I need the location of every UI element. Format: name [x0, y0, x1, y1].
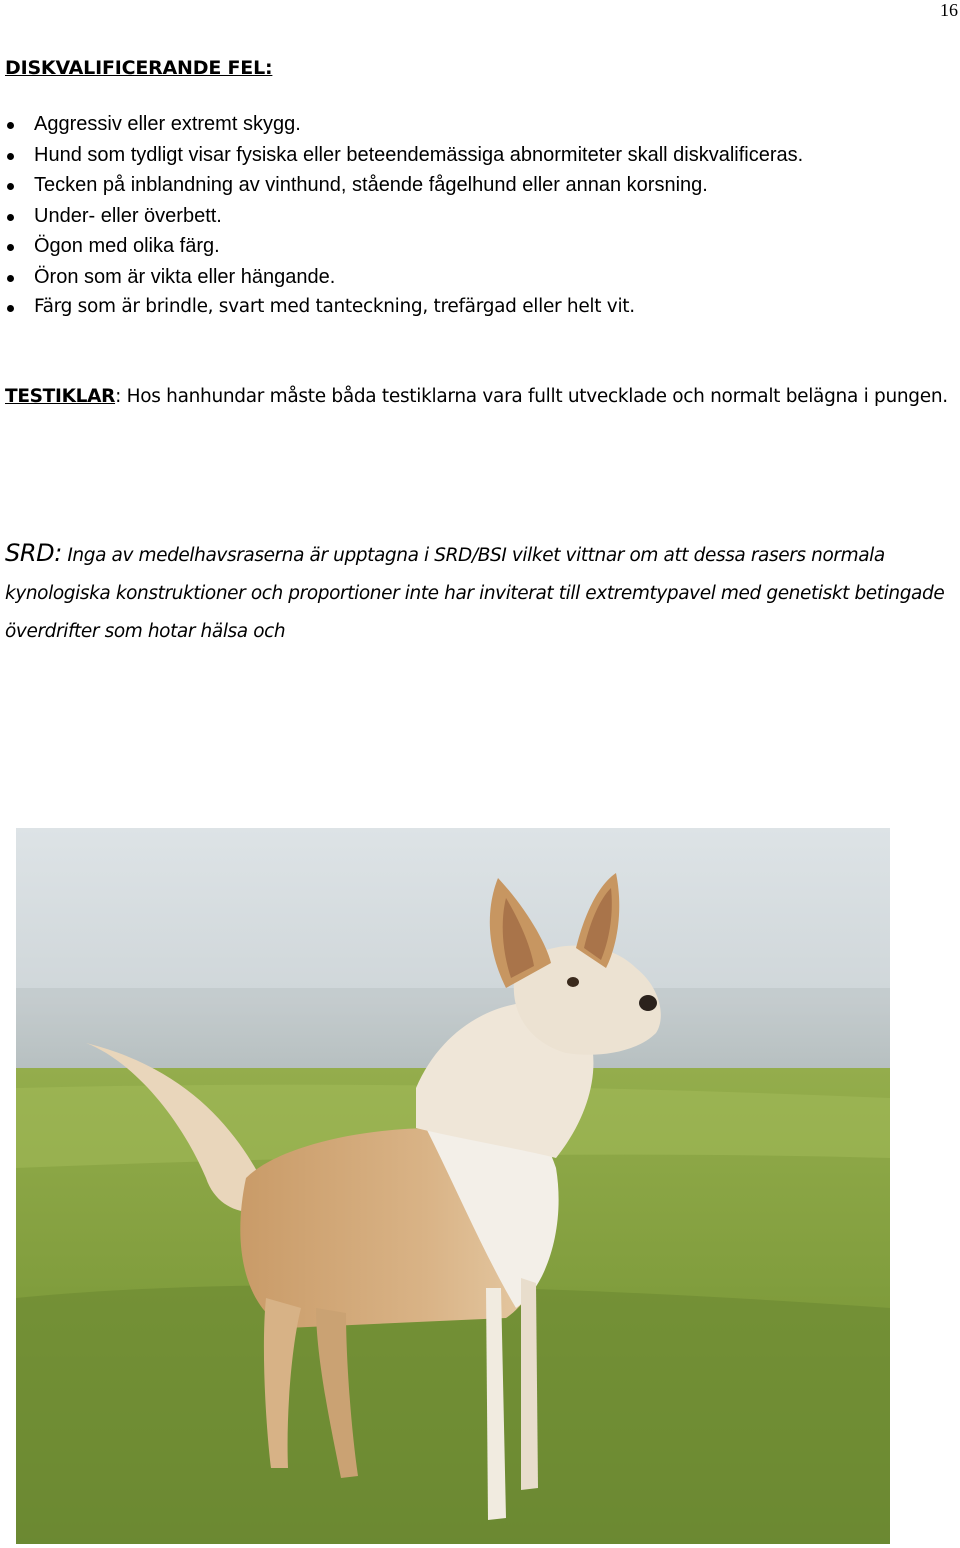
- list-item: [0, 292, 960, 323]
- bullet-icon: [7, 183, 14, 190]
- list-item-text: Under- eller överbett.: [34, 204, 222, 227]
- srd-paragraph: [5, 534, 960, 651]
- page-number: 16: [940, 0, 958, 20]
- list-item-text: Ögon med olika färg.: [34, 235, 220, 257]
- srd-text: Inga av medelhavsraserna är upptagna i SRD/BSI vilket vittnar om att dessa rasers normala kynologiska konstruktioner och proportioner inte har inviterat till extremtypavel med genetiskt betingade överdrifter som hotar hälsa och: [5, 545, 945, 642]
- testiklar-paragraph: [5, 380, 960, 414]
- dog-photo-illustration: [16, 828, 890, 1544]
- dog-front-right-leg: [521, 1278, 538, 1490]
- list-item-text: Färg som är brindle, svart med tanteckning, trefärgad eller helt vit.: [34, 296, 635, 317]
- lawn-shade: [16, 1285, 890, 1544]
- testiklar-label: TESTIKLAR: [5, 386, 116, 407]
- bullet-icon: [7, 122, 14, 129]
- bullet-icon: [7, 214, 14, 221]
- dog-eye: [567, 977, 579, 987]
- list-item: [0, 201, 960, 232]
- bullet-icon: [7, 244, 14, 251]
- list-item: [0, 262, 960, 293]
- dog-photo: [16, 828, 890, 1544]
- dog-nose: [639, 995, 657, 1011]
- list-item: [0, 109, 960, 140]
- disqualifying-faults-list: [0, 109, 960, 323]
- section-heading: DISKVALIFICERANDE FEL:: [5, 57, 273, 79]
- list-item: [0, 140, 960, 171]
- srd-label: SRD:: [5, 539, 62, 567]
- list-item-text: Aggressiv eller extremt skygg.: [34, 113, 301, 135]
- list-item: [0, 231, 960, 262]
- list-item-text: Hund som tydligt visar fysiska eller beteendemässiga abnormiteter skall diskvalificeras.: [34, 143, 804, 166]
- bullet-icon: [7, 275, 14, 282]
- bullet-icon: [7, 153, 14, 160]
- list-item: [0, 170, 960, 201]
- bullet-icon: [7, 305, 14, 312]
- testiklar-text: : Hos hanhundar måste båda testiklarna vara fullt utvecklade och normalt belägna i pungen.: [115, 386, 948, 407]
- list-item-text: Öron som är vikta eller hängande.: [34, 265, 336, 288]
- list-item-text: Tecken på inblandning av vinthund, stående fågelhund eller annan korsning.: [34, 174, 708, 196]
